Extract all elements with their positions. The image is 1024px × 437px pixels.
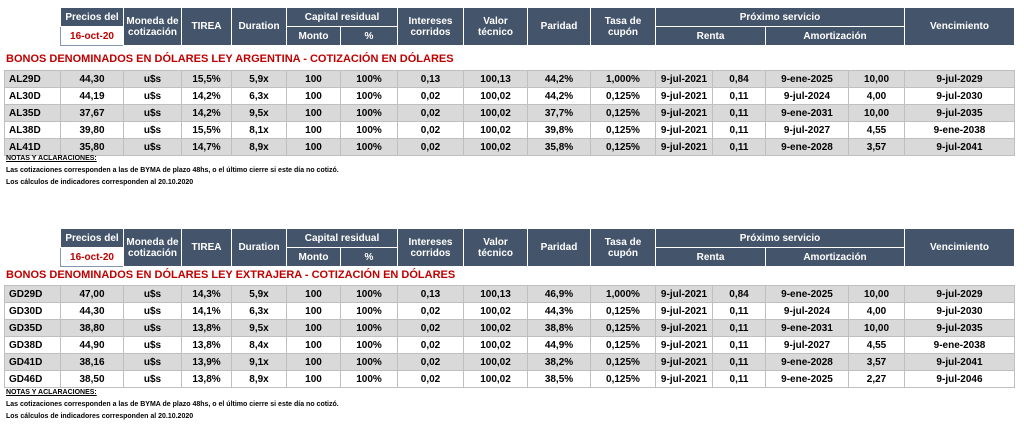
cell-renta: 0,84 (713, 286, 766, 303)
cell-monto: 100 (287, 105, 341, 122)
cell-fecha-amortizacion: 9-jul-2024 (766, 303, 849, 320)
cell-monto: 100 (287, 88, 341, 105)
cell-duration: 9,5x (232, 105, 287, 122)
cell-amortizacion: 4,00 (849, 303, 905, 320)
cell-fecha-renta: 9-jul-2021 (656, 139, 713, 156)
cell-ticker: GD30D (5, 303, 61, 320)
cell-duration: 8,9x (232, 371, 287, 388)
duration-header: Duration (232, 8, 287, 46)
cell-fecha-amortizacion: 9-ene-2025 (766, 286, 849, 303)
cell-moneda: u$s (124, 286, 182, 303)
cell-monto: 100 (287, 337, 341, 354)
cell-renta: 0,11 (713, 122, 766, 139)
cell-ticker: AL35D (5, 105, 61, 122)
cell-vencimiento: 9-jul-2046 (905, 371, 1015, 388)
cell-vencimiento: 9-jul-2030 (905, 88, 1015, 105)
cell-tirea: 14,2% (182, 105, 232, 122)
cell-renta: 0,11 (713, 320, 766, 337)
cell-fecha-amortizacion: 9-ene-2028 (766, 139, 849, 156)
cell-intereses: 0,02 (398, 337, 464, 354)
cell-capital-pct: 100% (341, 122, 398, 139)
table-row (5, 71, 1015, 88)
cell-fecha-amortizacion: 9-ene-2031 (766, 320, 849, 337)
cell-paridad: 38,2% (528, 354, 591, 371)
bond-table (4, 70, 1015, 156)
cell-capital-pct: 100% (341, 303, 398, 320)
precios-del-label: Precios del (61, 229, 124, 248)
cell-valor-tecnico: 100,02 (464, 337, 528, 354)
cell-monto: 100 (287, 320, 341, 337)
cell-capital-pct: 100% (341, 71, 398, 88)
cell-vencimiento: 9-jul-2029 (905, 286, 1015, 303)
cell-ticker: AL29D (5, 71, 61, 88)
cell-capital-pct: 100% (341, 354, 398, 371)
paridad-header: Paridad (528, 8, 591, 46)
cell-moneda: u$s (124, 320, 182, 337)
section-title: BONOS DENOMINADOS EN DÓLARES LEY ARGENTINA - COTIZACIÓN EN DÓLARES (6, 53, 454, 65)
cell-tirea: 15,5% (182, 71, 232, 88)
renta-header: Renta (656, 27, 766, 46)
cell-intereses: 0,13 (398, 286, 464, 303)
table-row (5, 371, 1015, 388)
cell-renta: 0,11 (713, 371, 766, 388)
cell-valor-tecnico: 100,02 (464, 88, 528, 105)
cell-capital-pct: 100% (341, 105, 398, 122)
cell-tasa-cupon: 0,125% (591, 303, 656, 320)
cell-moneda: u$s (124, 139, 182, 156)
cell-paridad: 44,3% (528, 303, 591, 320)
table-row (5, 122, 1015, 139)
cell-intereses: 0,13 (398, 71, 464, 88)
table-row (5, 105, 1015, 122)
cell-valor-tecnico: 100,02 (464, 105, 528, 122)
date-value: 16-oct-20 (61, 27, 124, 46)
notes (6, 153, 339, 189)
cell-duration: 5,9x (232, 286, 287, 303)
table-row (5, 286, 1015, 303)
vencimiento-header: Vencimiento (905, 229, 1015, 267)
table-row (5, 354, 1015, 371)
cell-capital-pct: 100% (341, 337, 398, 354)
cell-renta: 0,11 (713, 337, 766, 354)
cell-ticker: AL41D (5, 139, 61, 156)
cell-tirea: 13,9% (182, 354, 232, 371)
paridad-header: Paridad (528, 229, 591, 267)
cell-capital-pct: 100% (341, 139, 398, 156)
table-row (5, 337, 1015, 354)
cell-paridad: 39,8% (528, 122, 591, 139)
tasa-cupon-header: Tasa de cupón (591, 229, 656, 267)
cell-moneda: u$s (124, 122, 182, 139)
cell-fecha-amortizacion: 9-ene-2025 (766, 371, 849, 388)
tirea-header: TIREA (182, 229, 232, 267)
cell-fecha-renta: 9-jul-2021 (656, 71, 713, 88)
bond-table (4, 285, 1015, 388)
cell-duration: 9,5x (232, 320, 287, 337)
cell-tasa-cupon: 0,125% (591, 371, 656, 388)
cell-tasa-cupon: 0,125% (591, 122, 656, 139)
notes (6, 387, 339, 423)
cell-paridad: 38,8% (528, 320, 591, 337)
cell-fecha-renta: 9-jul-2021 (656, 354, 713, 371)
cell-tirea: 13,8% (182, 337, 232, 354)
cell-amortizacion: 10,00 (849, 71, 905, 88)
cell-tirea: 14,1% (182, 303, 232, 320)
cell-valor-tecnico: 100,02 (464, 139, 528, 156)
cell-amortizacion: 3,57 (849, 354, 905, 371)
cell-fecha-renta: 9-jul-2021 (656, 371, 713, 388)
date-value: 16-oct-20 (61, 248, 124, 267)
cell-precio: 38,16 (61, 354, 124, 371)
cell-fecha-renta: 9-jul-2021 (656, 105, 713, 122)
cell-duration: 6,3x (232, 303, 287, 320)
cell-paridad: 44,2% (528, 71, 591, 88)
cell-vencimiento: 9-jul-2035 (905, 105, 1015, 122)
cell-renta: 0,84 (713, 71, 766, 88)
notes-title: NOTAS Y ACLARACIONES: (6, 389, 97, 396)
proximo-servicio-header: Próximo servicio (656, 8, 905, 27)
cell-renta: 0,11 (713, 354, 766, 371)
cell-valor-tecnico: 100,13 (464, 71, 528, 88)
cell-moneda: u$s (124, 371, 182, 388)
table-row (5, 88, 1015, 105)
cell-capital-pct: 100% (341, 286, 398, 303)
cell-monto: 100 (287, 354, 341, 371)
monto-header: Monto (287, 27, 341, 46)
cell-vencimiento: 9-jul-2029 (905, 71, 1015, 88)
cell-monto: 100 (287, 303, 341, 320)
cell-ticker: GD41D (5, 354, 61, 371)
cell-duration: 9,1x (232, 354, 287, 371)
cell-tasa-cupon: 0,125% (591, 320, 656, 337)
cell-valor-tecnico: 100,02 (464, 303, 528, 320)
cell-moneda: u$s (124, 105, 182, 122)
cell-capital-pct: 100% (341, 320, 398, 337)
cell-precio: 37,67 (61, 105, 124, 122)
cell-fecha-amortizacion: 9-ene-2031 (766, 105, 849, 122)
notes-line: Los cálculos de indicadores corresponden al 20.10.2020 (6, 179, 194, 186)
intereses-header: Intereses corridos (398, 229, 464, 267)
cell-precio: 35,80 (61, 139, 124, 156)
cell-fecha-renta: 9-jul-2021 (656, 88, 713, 105)
capital-residual-header: Capital residual (287, 8, 398, 27)
cell-tasa-cupon: 0,125% (591, 88, 656, 105)
cell-fecha-renta: 9-jul-2021 (656, 337, 713, 354)
cell-ticker: GD29D (5, 286, 61, 303)
cell-precio: 39,80 (61, 122, 124, 139)
notes-title: NOTAS Y ACLARACIONES: (6, 155, 97, 162)
cell-amortizacion: 4,00 (849, 88, 905, 105)
cell-valor-tecnico: 100,02 (464, 354, 528, 371)
cell-paridad: 38,5% (528, 371, 591, 388)
cell-valor-tecnico: 100,13 (464, 286, 528, 303)
cell-tirea: 14,2% (182, 88, 232, 105)
valor-tecnico-header: Valor técnico (464, 229, 528, 267)
capital-residual-header: Capital residual (287, 229, 398, 248)
cell-intereses: 0,02 (398, 105, 464, 122)
pct-header: % (341, 248, 398, 267)
cell-precio: 44,90 (61, 337, 124, 354)
cell-duration: 6,3x (232, 88, 287, 105)
cell-tasa-cupon: 0,125% (591, 337, 656, 354)
cell-ticker: AL38D (5, 122, 61, 139)
cell-renta: 0,11 (713, 88, 766, 105)
cell-moneda: u$s (124, 71, 182, 88)
monto-header: Monto (287, 248, 341, 267)
cell-tirea: 13,8% (182, 371, 232, 388)
cell-fecha-amortizacion: 9-ene-2028 (766, 354, 849, 371)
vencimiento-header: Vencimiento (905, 8, 1015, 46)
cell-vencimiento: 9-jul-2041 (905, 354, 1015, 371)
cell-paridad: 46,9% (528, 286, 591, 303)
cell-amortizacion: 4,55 (849, 122, 905, 139)
tasa-cupon-header: Tasa de cupón (591, 8, 656, 46)
cell-amortizacion: 3,57 (849, 139, 905, 156)
cell-tasa-cupon: 1,000% (591, 286, 656, 303)
cell-capital-pct: 100% (341, 88, 398, 105)
cell-renta: 0,11 (713, 139, 766, 156)
cell-precio: 38,80 (61, 320, 124, 337)
cell-paridad: 37,7% (528, 105, 591, 122)
valor-tecnico-header: Valor técnico (464, 8, 528, 46)
cell-vencimiento: 9-jul-2030 (905, 303, 1015, 320)
cell-tasa-cupon: 0,125% (591, 139, 656, 156)
cell-fecha-renta: 9-jul-2021 (656, 320, 713, 337)
cell-renta: 0,11 (713, 105, 766, 122)
intereses-header: Intereses corridos (398, 8, 464, 46)
cell-fecha-amortizacion: 9-jul-2024 (766, 88, 849, 105)
cell-duration: 8,4x (232, 337, 287, 354)
proximo-servicio-header: Próximo servicio (656, 229, 905, 248)
pct-header: % (341, 27, 398, 46)
cell-capital-pct: 100% (341, 371, 398, 388)
precios-del-label: Precios del (61, 8, 124, 27)
cell-precio: 38,50 (61, 371, 124, 388)
cell-fecha-renta: 9-jul-2021 (656, 303, 713, 320)
cell-tirea: 13,8% (182, 320, 232, 337)
table-header (60, 228, 1015, 267)
cell-amortizacion: 10,00 (849, 105, 905, 122)
tirea-header: TIREA (182, 8, 232, 46)
amortizacion-header: Amortización (766, 27, 905, 46)
section-title: BONOS DENOMINADOS EN DÓLARES LEY EXTRAJERA - COTIZACIÓN EN DÓLARES (6, 269, 456, 281)
cell-tirea: 14,3% (182, 286, 232, 303)
cell-amortizacion: 2,27 (849, 371, 905, 388)
cell-vencimiento: 9-jul-2035 (905, 320, 1015, 337)
cell-ticker: GD46D (5, 371, 61, 388)
cell-duration: 8,1x (232, 122, 287, 139)
cell-intereses: 0,02 (398, 88, 464, 105)
duration-header: Duration (232, 229, 287, 267)
cell-valor-tecnico: 100,02 (464, 122, 528, 139)
cell-amortizacion: 4,55 (849, 337, 905, 354)
cell-tasa-cupon: 0,125% (591, 354, 656, 371)
cell-intereses: 0,02 (398, 122, 464, 139)
cell-monto: 100 (287, 122, 341, 139)
moneda-header: Moneda de cotización (124, 8, 182, 46)
cell-amortizacion: 10,00 (849, 320, 905, 337)
moneda-header: Moneda de cotización (124, 229, 182, 267)
cell-intereses: 0,02 (398, 354, 464, 371)
cell-fecha-amortizacion: 9-jul-2027 (766, 122, 849, 139)
cell-intereses: 0,02 (398, 303, 464, 320)
cell-duration: 5,9x (232, 71, 287, 88)
cell-moneda: u$s (124, 337, 182, 354)
cell-fecha-renta: 9-jul-2021 (656, 122, 713, 139)
cell-tirea: 14,7% (182, 139, 232, 156)
cell-renta: 0,11 (713, 303, 766, 320)
cell-paridad: 44,2% (528, 88, 591, 105)
table-header (60, 7, 1015, 46)
cell-monto: 100 (287, 286, 341, 303)
cell-fecha-amortizacion: 9-ene-2025 (766, 71, 849, 88)
cell-amortizacion: 10,00 (849, 286, 905, 303)
cell-monto: 100 (287, 371, 341, 388)
cell-moneda: u$s (124, 354, 182, 371)
notes-line: Las cotizaciones corresponden a las de BYMA de plazo 48hs, o el último cierre si este día no cotizó. (6, 401, 339, 408)
renta-header: Renta (656, 248, 766, 267)
cell-vencimiento: 9-ene-2038 (905, 337, 1015, 354)
cell-valor-tecnico: 100,02 (464, 371, 528, 388)
cell-vencimiento: 9-jul-2041 (905, 139, 1015, 156)
cell-precio: 47,00 (61, 286, 124, 303)
cell-precio: 44,30 (61, 303, 124, 320)
cell-vencimiento: 9-ene-2038 (905, 122, 1015, 139)
cell-ticker: GD38D (5, 337, 61, 354)
cell-fecha-renta: 9-jul-2021 (656, 286, 713, 303)
table-row (5, 320, 1015, 337)
cell-intereses: 0,02 (398, 139, 464, 156)
cell-duration: 8,9x (232, 139, 287, 156)
cell-valor-tecnico: 100,02 (464, 320, 528, 337)
cell-tirea: 15,5% (182, 122, 232, 139)
cell-intereses: 0,02 (398, 371, 464, 388)
cell-precio: 44,19 (61, 88, 124, 105)
cell-paridad: 35,8% (528, 139, 591, 156)
table-row (5, 303, 1015, 320)
cell-monto: 100 (287, 71, 341, 88)
cell-monto: 100 (287, 139, 341, 156)
cell-precio: 44,30 (61, 71, 124, 88)
cell-ticker: GD35D (5, 320, 61, 337)
cell-moneda: u$s (124, 303, 182, 320)
cell-ticker: AL30D (5, 88, 61, 105)
cell-paridad: 44,9% (528, 337, 591, 354)
amortizacion-header: Amortización (766, 248, 905, 267)
notes-line: Las cotizaciones corresponden a las de BYMA de plazo 48hs, o el último cierre si este día no cotizó. (6, 167, 339, 174)
cell-intereses: 0,02 (398, 320, 464, 337)
notes-line: Los cálculos de indicadores corresponden al 20.10.2020 (6, 413, 194, 420)
cell-tasa-cupon: 1,000% (591, 71, 656, 88)
cell-tasa-cupon: 0,125% (591, 105, 656, 122)
cell-moneda: u$s (124, 88, 182, 105)
cell-fecha-amortizacion: 9-jul-2027 (766, 337, 849, 354)
